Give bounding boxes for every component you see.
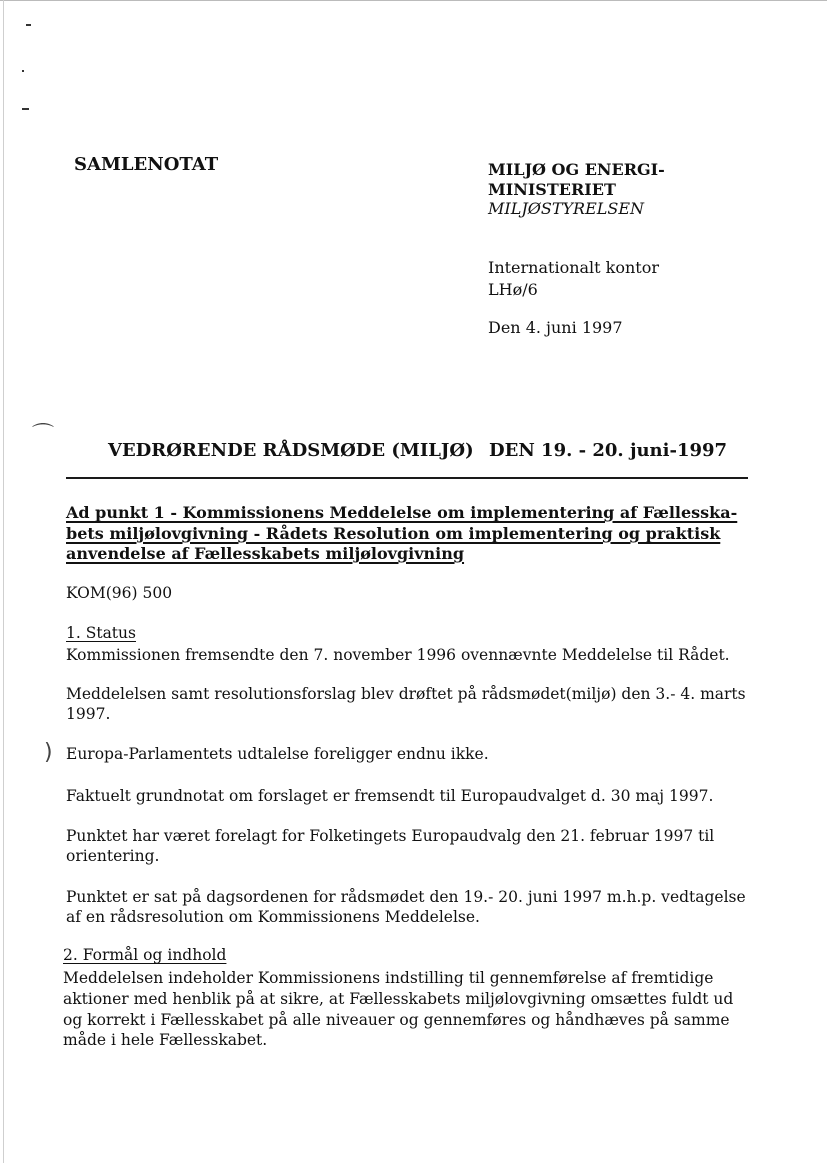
agenda-title-line1: Ad punkt 1 - Kommissionens Meddelelse om implementering af Fællesska-: [66, 503, 738, 522]
ministry-name-line2: MINISTERIET: [488, 180, 616, 199]
status-paragraph-line: Faktuelt grundnotat om forslaget er fremsendt til Europaudvalget d. 30 maj 1997.: [66, 787, 714, 805]
scan-speck: [22, 108, 29, 110]
samlenotat-title: SAMLENOTAT: [74, 154, 219, 175]
agenda-title-line3: anvendelse af Fællesskabets miljølovgivning: [66, 544, 465, 563]
purpose-paragraph-line: Meddelelsen indeholder Kommissionens indstilling til gennemførelse af fremtidige: [63, 969, 714, 987]
status-paragraph-line: Punktet har været forelagt for Folketingets Europaudvalg den 21. februar 1997 til: [66, 827, 715, 845]
status-paragraph-line: orientering.: [66, 847, 160, 865]
scan-edge-top: [0, 0, 827, 1]
main-heading-left: VEDRØRENDE RÅDSMØDE (MILJØ): [108, 440, 474, 461]
section-purpose-heading: 2. Formål og indhold: [63, 946, 227, 964]
main-heading-right: DEN 19. - 20. juni-1997: [489, 440, 728, 461]
scan-edge-left: [3, 0, 4, 1163]
scan-speck: [22, 70, 24, 72]
purpose-paragraph-line: måde i hele Fællesskabet.: [63, 1031, 268, 1049]
agency-name: MILJØSTYRELSEN: [488, 199, 645, 218]
purpose-paragraph-line: aktioner med henblik på at sikre, at Fællesskabets miljølovgivning omsættes fuldt ud: [63, 990, 734, 1008]
purpose-paragraph-line: og korrekt i Fællesskabet på alle niveauer og gennemføres og håndhæves på samme: [63, 1011, 730, 1029]
heading-rule: [66, 477, 748, 479]
ministry-name-line1: MILJØ OG ENERGI-: [488, 160, 665, 179]
scan-speck: [26, 24, 31, 26]
section-status-heading: 1. Status: [66, 624, 136, 642]
status-paragraph-line: Kommissionen fremsendte den 7. november 1996 ovennævnte Meddelelse til Rådet.: [66, 646, 730, 664]
status-paragraph-line: Punktet er sat på dagsordenen for rådsmødet den 19.- 20. juni 1997 m.h.p. vedtagelse: [66, 888, 746, 906]
office-name: Internationalt kontor: [488, 258, 660, 277]
agenda-title-line2: bets miljølovgivning - Rådets Resolution om implementering og praktisk: [66, 524, 721, 543]
document-date: Den 4. juni 1997: [488, 318, 623, 337]
reference-code: LHø/6: [488, 280, 538, 299]
hole-punch-mark: ⌒: [32, 423, 55, 448]
status-paragraph-line: Meddelelsen samt resolutionsforslag blev drøftet på rådsmødet(miljø) den 3.- 4. marts: [66, 685, 746, 703]
document-reference: KOM(96) 500: [66, 584, 173, 602]
status-paragraph-line: 1997.: [66, 705, 111, 723]
status-paragraph-line: af en rådsresolution om Kommissionens Meddelelse.: [66, 908, 480, 926]
status-paragraph-line: Europa-Parlamentets udtalelse foreligger endnu ikke.: [66, 745, 489, 763]
hole-punch-mark: ): [44, 740, 53, 765]
